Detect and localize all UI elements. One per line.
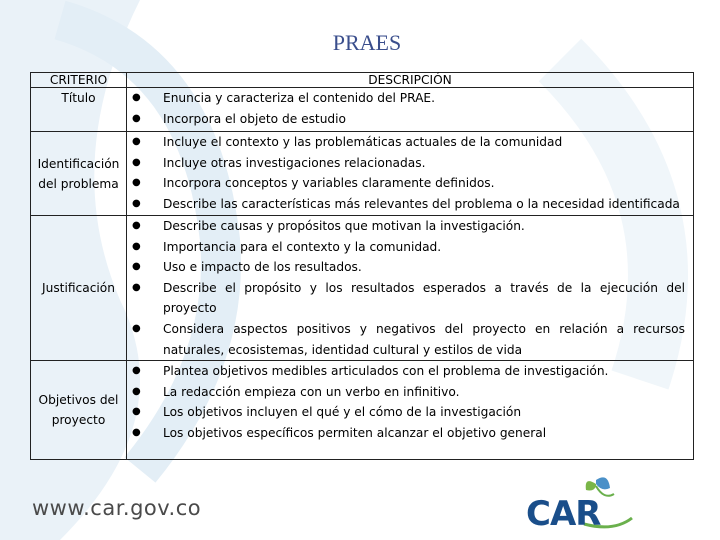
list-item: ● Describe causas y propósitos que motivan la investigación. (127, 216, 693, 237)
description-list (127, 88, 693, 129)
list-item: ● Describe el propósito y los resultados esperados a través de la ejecución del proyecto (127, 278, 693, 319)
bullet-dot-icon: ● (132, 426, 141, 438)
bullet-dot-icon: ● (132, 385, 141, 397)
praes-criteria-table (30, 72, 694, 460)
list-item: ● Los objetivos específicos permiten alcanzar el objetivo general (127, 423, 693, 444)
table-row (31, 216, 694, 361)
list-item: ● La redacción empieza con un verbo en infinitivo. (127, 382, 693, 403)
bullet-dot-icon: ● (132, 281, 141, 293)
list-item: ● Considera aspectos positivos y negativos del proyecto en relación a recursos naturales, ecosistemas, identidad cultural y estilos de vida (127, 319, 693, 360)
bullet-dot-icon: ● (132, 92, 141, 103)
bullet-dot-icon: ● (132, 112, 141, 124)
list-item: ● Enuncia y caracteriza el contenido del PRAE. (127, 88, 693, 109)
header-criterio: CRITERIO (31, 73, 127, 88)
description-list (127, 216, 693, 360)
criterio-objetivos: Objetivos del proyecto (31, 361, 127, 460)
descripcion-cell (127, 132, 694, 216)
description-list (127, 132, 693, 214)
list-item: ● Uso e impacto de los resultados. (127, 257, 693, 278)
bullet-dot-icon: ● (132, 197, 141, 209)
list-item: ● Los objetivos incluyen el qué y el cómo de la investigación (127, 402, 693, 423)
list-item: ● Plantea objetivos medibles articulados con el problema de investigación. (127, 361, 693, 382)
table-row (31, 132, 694, 216)
bullet-dot-icon: ● (132, 136, 141, 147)
criterio-identificacion: Identificación del problema (31, 132, 127, 216)
descripcion-cell (127, 216, 694, 361)
car-logo-text: CAR (526, 494, 601, 534)
bullet-dot-icon: ● (132, 156, 141, 168)
bullet-dot-icon: ● (132, 365, 141, 377)
list-item: ● Incluye otras investigaciones relacionadas. (127, 153, 693, 174)
bullet-dot-icon: ● (132, 261, 141, 273)
list-item: ● Describe las características más relevantes del problema o la necesidad identificada (127, 194, 693, 215)
bullet-dot-icon: ● (132, 406, 141, 418)
list-item: ● Incorpora conceptos y variables claramente definidos. (127, 173, 693, 194)
page-title: PRAES (332, 30, 402, 55)
list-item: ● Incorpora el objeto de estudio (127, 109, 693, 130)
bullet-dot-icon: ● (132, 177, 141, 189)
descripcion-cell (127, 88, 694, 132)
footer-url: www.car.gov.co (32, 496, 202, 520)
table-row (31, 88, 694, 132)
descripcion-cell (127, 361, 694, 460)
criterio-justificacion: Justificación (31, 216, 127, 361)
list-item: ● Importancia para el contexto y la comunidad. (127, 237, 693, 258)
table-row (31, 361, 694, 460)
criterio-titulo: Título (31, 88, 127, 132)
header-descripcion: DESCRIPCIÓN (127, 73, 694, 88)
list-item: ● Incluye el contexto y las problemáticas actuales de la comunidad (127, 132, 693, 153)
description-list (127, 361, 693, 443)
bullet-dot-icon: ● (132, 220, 141, 231)
bullet-dot-icon: ● (132, 240, 141, 252)
bullet-dot-icon: ● (132, 322, 141, 334)
